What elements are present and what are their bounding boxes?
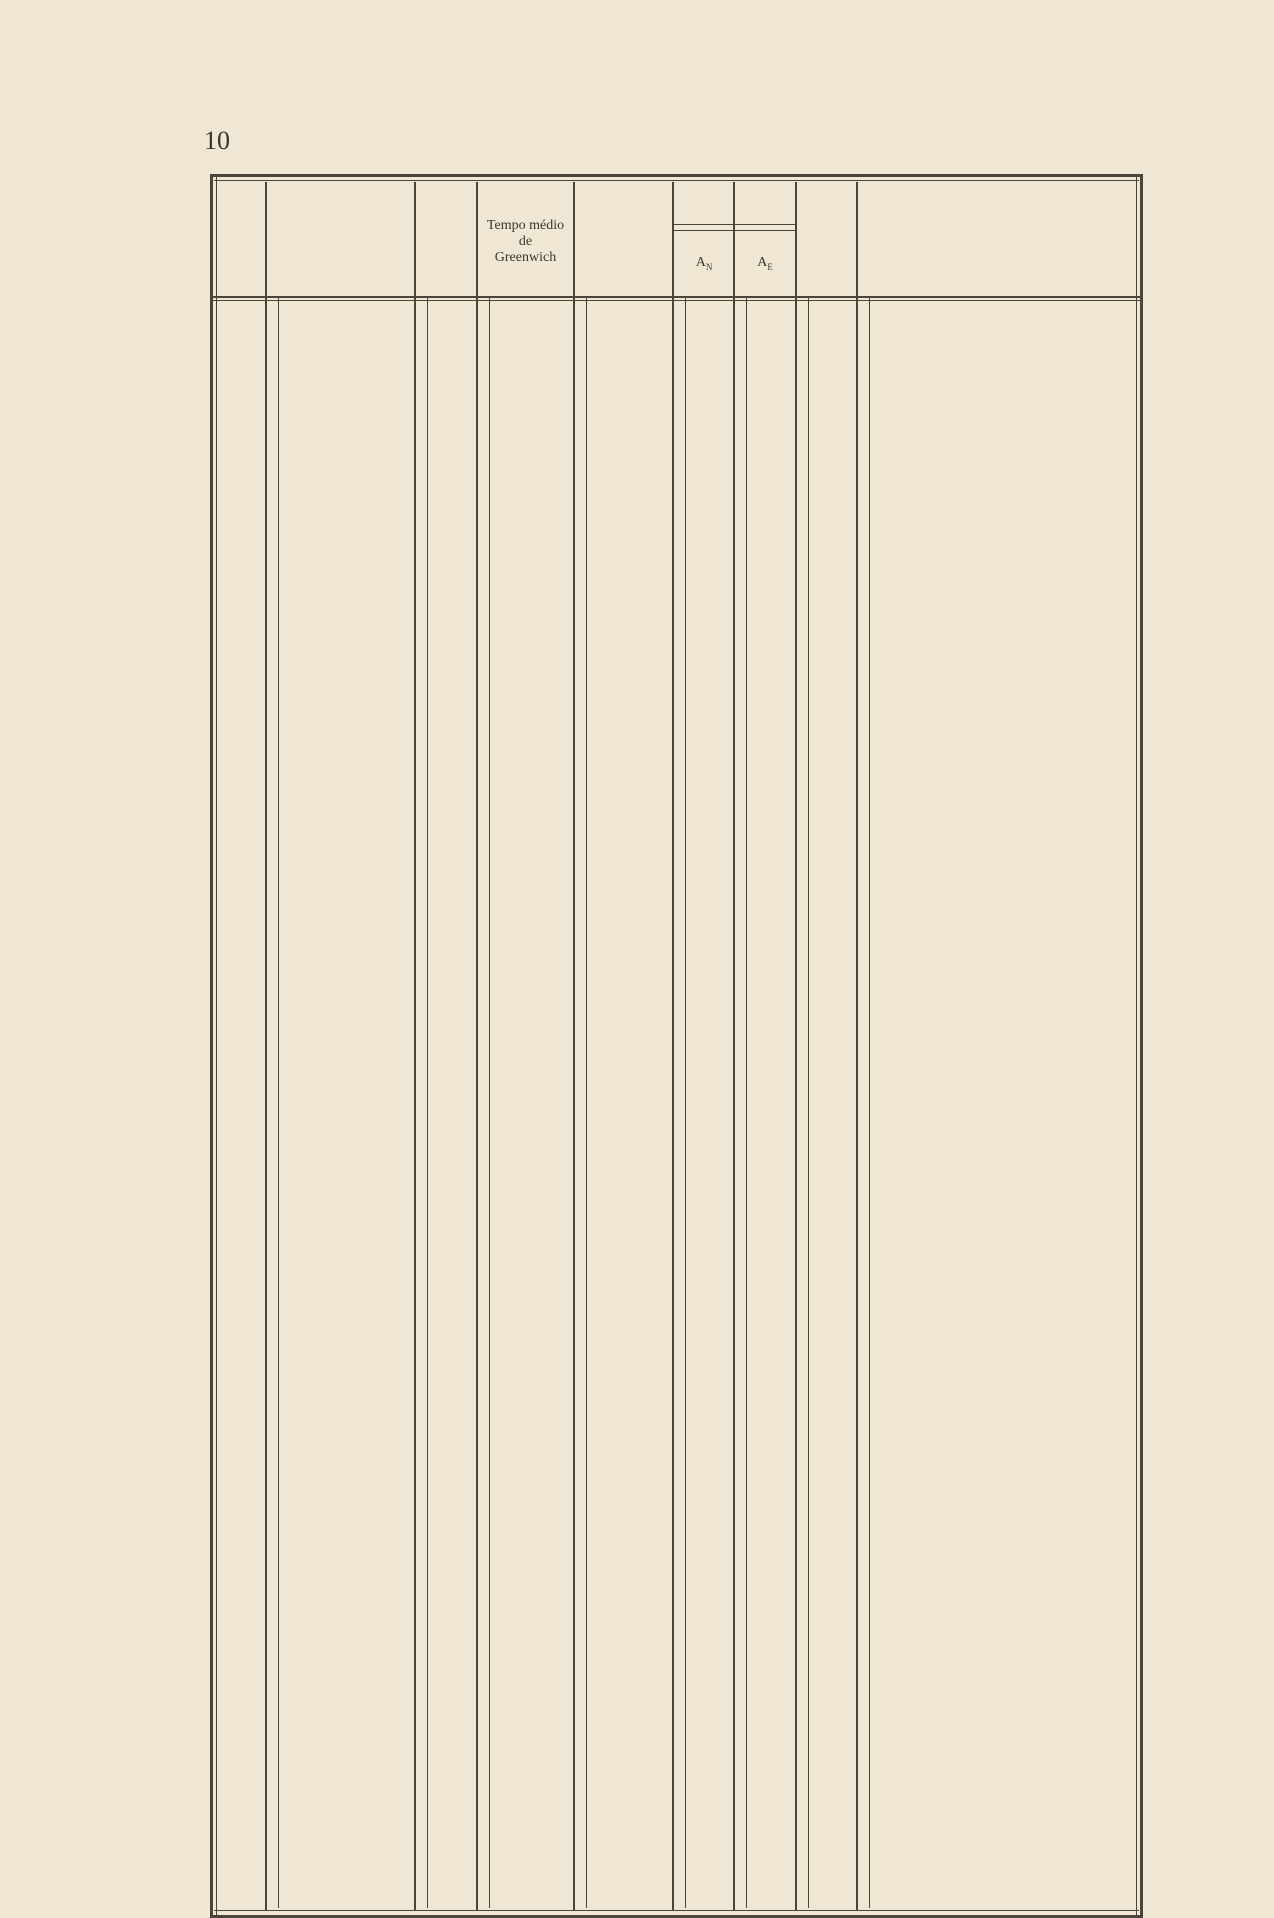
border-top <box>210 174 1143 177</box>
col-divider-4 <box>573 182 575 1910</box>
col-divider-b-7 <box>808 296 809 1908</box>
header-tempo-line: Tempo médio <box>486 218 565 233</box>
header-an <box>674 255 734 272</box>
header-ae-letter: A <box>757 255 768 270</box>
header-tempo <box>477 218 574 266</box>
header-tempo-line: de <box>518 234 533 250</box>
col-divider-8 <box>856 182 858 1910</box>
border-right <box>1140 174 1143 1918</box>
header-tempo-line: Greenwich <box>494 250 557 266</box>
col-divider-5 <box>672 182 674 1910</box>
border-bottom-inner <box>214 1910 1139 1911</box>
amplitude-rule-2 <box>674 230 795 231</box>
header-an-letter: A <box>695 255 706 270</box>
col-divider-7 <box>795 182 797 1910</box>
col-divider-b-3 <box>489 296 490 1908</box>
col-divider-b-4 <box>586 296 587 1908</box>
border-left-inner <box>216 174 217 1918</box>
amplitude-rule <box>674 224 795 225</box>
col-divider-1 <box>265 182 267 1910</box>
col-divider-3 <box>476 182 478 1910</box>
col-divider-2 <box>414 182 416 1910</box>
header-rule-2 <box>210 300 1143 301</box>
col-divider-b-8 <box>869 296 870 1908</box>
col-divider-b-5 <box>685 296 686 1908</box>
page-number: 10 <box>204 126 230 155</box>
col-divider-b-2 <box>427 296 428 1908</box>
header-ae-sub: E <box>767 261 773 272</box>
border-top-inner <box>214 180 1139 181</box>
col-divider-b-1 <box>278 296 279 1908</box>
border-right-inner <box>1136 174 1137 1918</box>
col-divider-6 <box>733 182 735 1910</box>
border-left <box>210 174 213 1918</box>
header-rule <box>210 296 1143 298</box>
header-ae <box>735 255 795 272</box>
header-an-sub: N <box>705 261 713 272</box>
col-divider-b-6 <box>746 296 747 1908</box>
